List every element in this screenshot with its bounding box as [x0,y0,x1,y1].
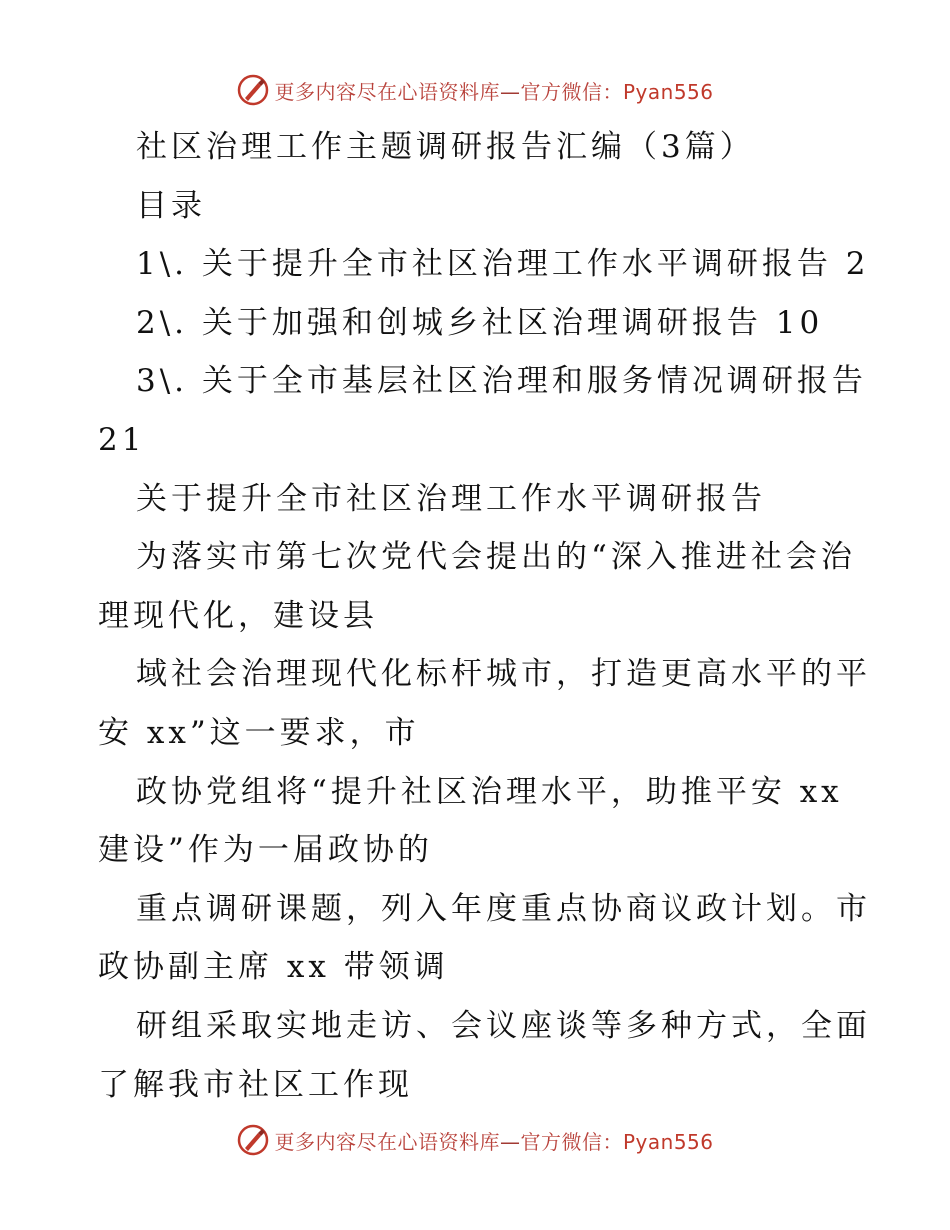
watermark-brand: 更多内容尽在心语资料库 [274,1129,500,1154]
body-line: 了解我市社区工作现 [98,1066,413,1103]
header-watermark [0,70,950,110]
watermark-separator: — [499,1129,521,1154]
pen-circle-logo-icon [236,1123,270,1157]
watermark-text [274,1126,713,1155]
body-line: 重点调研课题，列入年度重点协商议政计划。市 [136,890,871,927]
body-line: 建设”作为一届政协的 [98,832,433,869]
toc-item: 2\. 关于加强和创城乡社区治理调研报告 10 [136,304,824,341]
document-title: 社区治理工作主题调研报告汇编（3篇） [136,129,755,165]
body-line: 理现代化，建设县 [98,597,378,634]
footer-watermark [0,1120,950,1160]
body-line: 政协党组将“提升社区治理水平，助推平安 xx [136,773,843,810]
watermark-separator: — [499,79,521,104]
watermark-contact-label: 官方微信： [520,79,623,104]
toc-item: 3\. 关于全市基层社区治理和服务情况调研报告 [136,363,867,400]
body-line: 为落实市第七次党代会提出的“深入推进社会治 [136,539,856,576]
document-body [98,118,871,1114]
watermark-contact-id: Pyan556 [622,79,714,104]
body-line: 域社会治理现代化标杆城市，打造更高水平的平 [136,656,871,693]
watermark-text [274,76,713,105]
watermark-brand: 更多内容尽在心语资料库 [274,79,500,104]
body-line: 政协副主席 xx 带领调 [98,949,449,986]
toc-item-page-number: 21 [98,421,146,458]
pen-circle-logo-icon [236,73,270,107]
body-line: 安 xx”这一要求，市 [98,714,420,751]
watermark-contact-id: Pyan556 [622,1129,714,1154]
toc-item: 1\. 关于提升全市社区治理工作水平调研报告 2 [136,246,870,283]
body-line: 研组采取实地走访、会议座谈等多种方式，全面 [136,1007,871,1044]
watermark-contact-label: 官方微信： [520,1129,623,1154]
toc-heading: 目录 [136,187,206,224]
section-title: 关于提升全市社区治理工作水平调研报告 [136,480,766,517]
